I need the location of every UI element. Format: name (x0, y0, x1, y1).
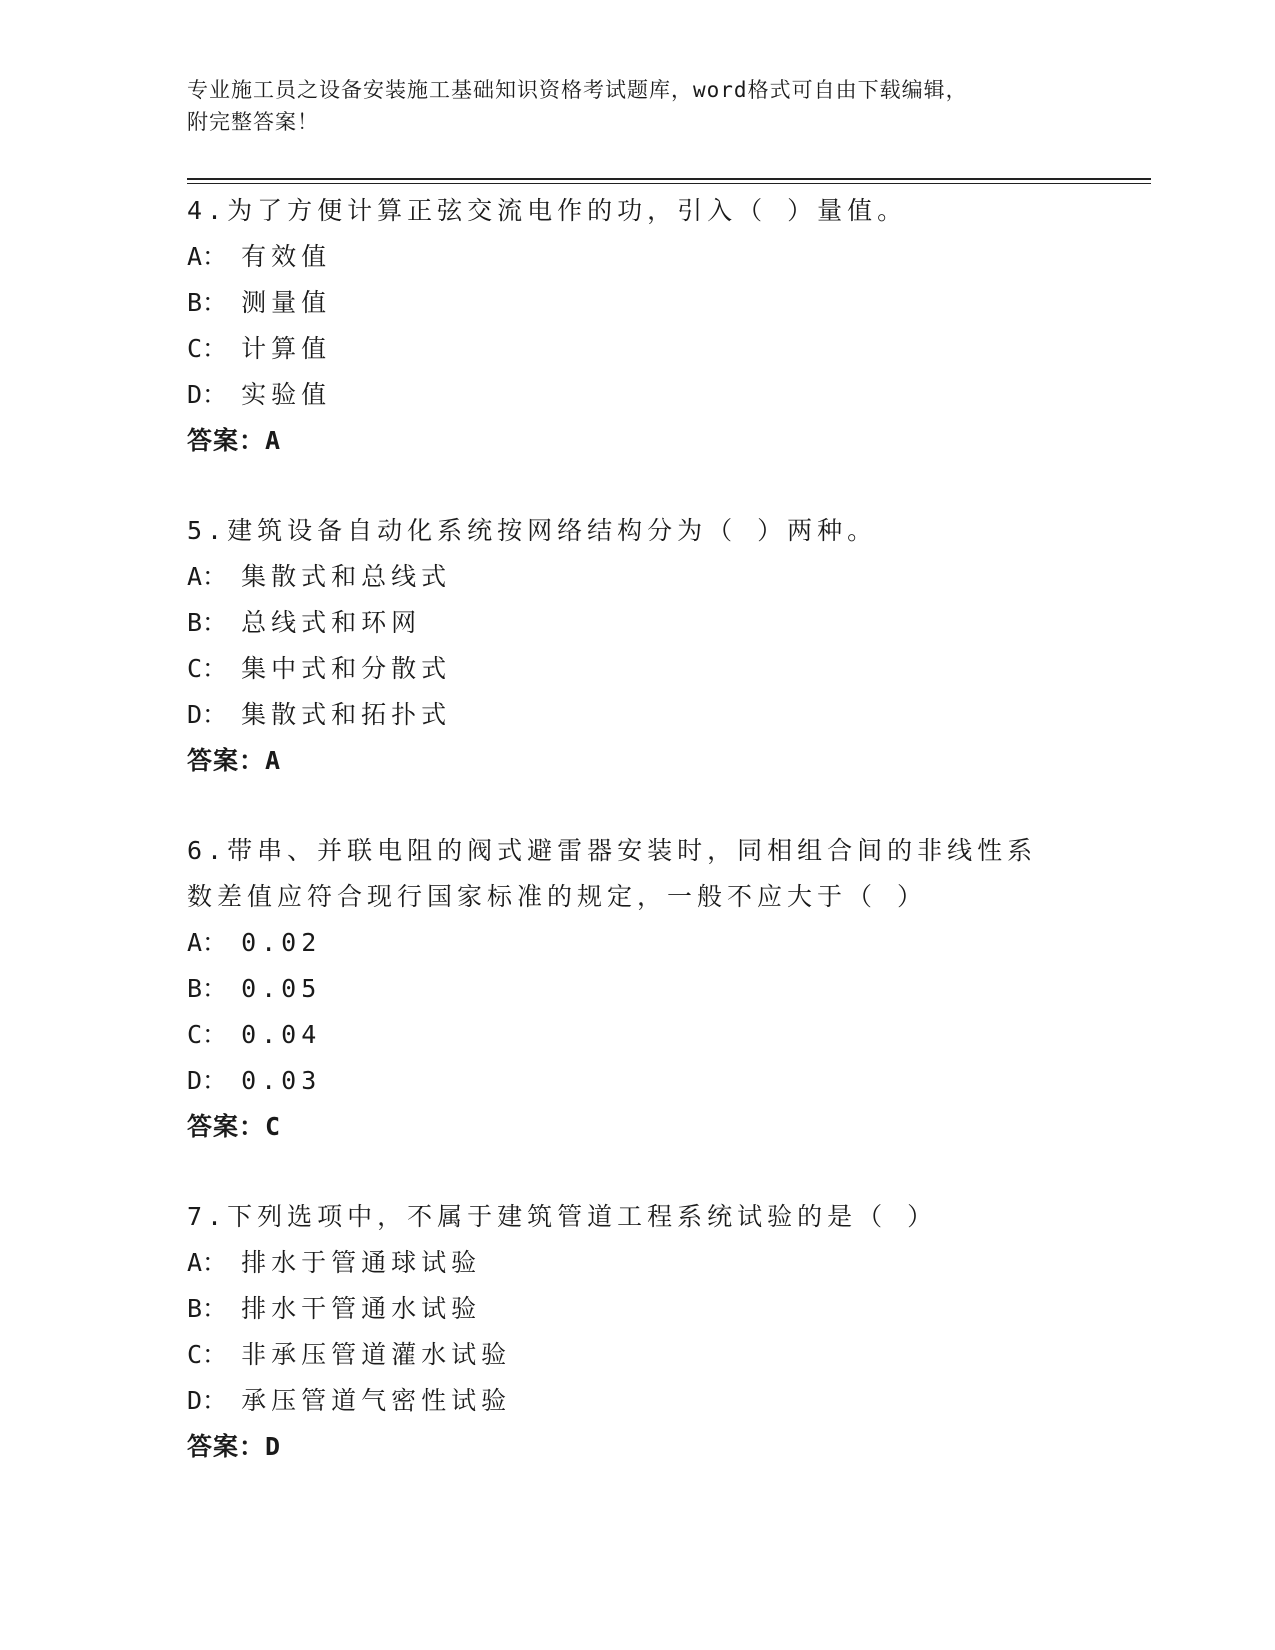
option-a (187, 234, 1067, 280)
option-key: A： (187, 242, 228, 271)
option-d (187, 1378, 1067, 1424)
document-header (187, 74, 1087, 138)
option-b (187, 280, 1067, 326)
option-key: B： (187, 974, 228, 1003)
option-text: 计算值 (241, 334, 332, 363)
header-line-2: 附完整答案！ (187, 110, 319, 134)
question-stem: 6.带串、并联电阻的阀式避雷器安装时，同相组合间的非线性系数差值应符合现行国家标准的规定，一般不应大于（ ） (187, 836, 1038, 911)
question-stem: 5.建筑设备自动化系统按网络结构分为（ ）两种。 (187, 516, 878, 545)
option-key: C： (187, 334, 228, 363)
option-key: B： (187, 1294, 228, 1323)
option-key: C： (187, 1340, 228, 1369)
option-c (187, 1012, 1067, 1058)
option-text: 排水干管通水试验 (241, 1294, 482, 1323)
option-a (187, 1240, 1067, 1286)
option-text: 测量值 (241, 288, 332, 317)
option-key: A： (187, 928, 228, 957)
option-text: 有效值 (241, 242, 332, 271)
option-text: 集中式和分散式 (241, 654, 452, 683)
header-line-1: 专业施工员之设备安装施工基础知识资格考试题库，word格式可自由下载编辑， (187, 78, 968, 102)
option-d (187, 372, 1067, 418)
option-d (187, 1058, 1067, 1104)
option-key: B： (187, 608, 228, 637)
option-b (187, 600, 1067, 646)
question-5 (187, 508, 1067, 784)
option-a (187, 920, 1067, 966)
option-c (187, 326, 1067, 372)
question-stem: 4.为了方便计算正弦交流电作的功，引入（ ）量值。 (187, 196, 908, 225)
option-text: 实验值 (241, 380, 332, 409)
answer-line: 答案：D (187, 1432, 282, 1461)
option-key: D： (187, 1386, 228, 1415)
option-key: C： (187, 654, 228, 683)
option-text: 排水于管通球试验 (241, 1248, 482, 1277)
question-4 (187, 188, 1067, 464)
option-text: 集散式和总线式 (241, 562, 452, 591)
option-key: D： (187, 1066, 228, 1095)
question-list (187, 188, 1067, 1514)
option-b (187, 966, 1067, 1012)
option-key: C： (187, 1020, 228, 1049)
option-text: 0.04 (241, 1020, 322, 1049)
option-key: B： (187, 288, 228, 317)
question-6 (187, 828, 1067, 1150)
option-text: 0.05 (241, 974, 322, 1003)
question-stem: 7.下列选项中，不属于建筑管道工程系统试验的是（ ） (187, 1202, 938, 1231)
option-text: 承压管道气密性试验 (241, 1386, 512, 1415)
option-text: 0.03 (241, 1066, 322, 1095)
option-b (187, 1286, 1067, 1332)
option-a (187, 554, 1067, 600)
option-text: 0.02 (241, 928, 322, 957)
option-key: D： (187, 700, 228, 729)
option-text: 非承压管道灌水试验 (241, 1340, 512, 1369)
option-c (187, 1332, 1067, 1378)
option-text: 集散式和拓扑式 (241, 700, 452, 729)
question-7 (187, 1194, 1067, 1470)
option-d (187, 692, 1067, 738)
answer-line: 答案：C (187, 1112, 282, 1141)
answer-line: 答案：A (187, 746, 282, 775)
option-key: A： (187, 562, 228, 591)
header-divider (187, 178, 1151, 184)
answer-line: 答案：A (187, 426, 282, 455)
option-key: D： (187, 380, 228, 409)
option-c (187, 646, 1067, 692)
option-text: 总线式和环网 (241, 608, 422, 637)
option-key: A： (187, 1248, 228, 1277)
